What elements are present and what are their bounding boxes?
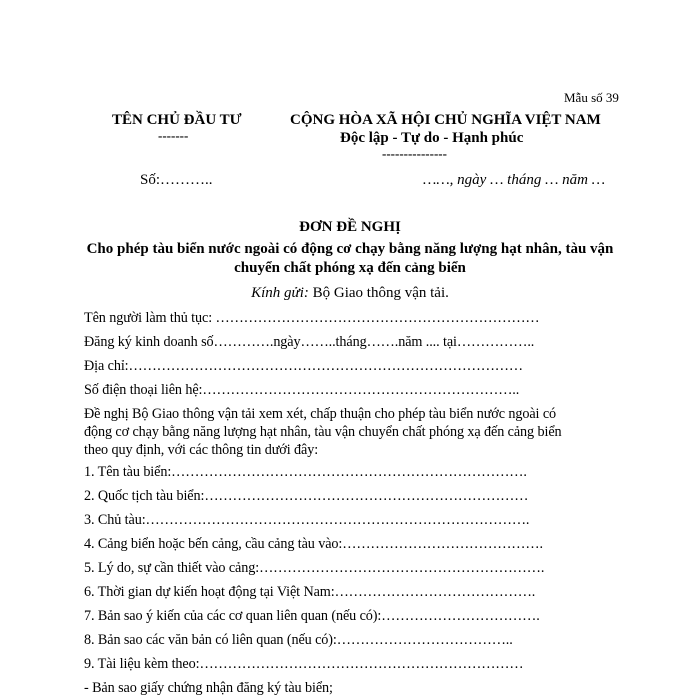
item-reason: 5. Lý do, sự cần thiết vào cảng:……………………………………………………. <box>84 560 545 576</box>
address-field: Địa chỉ:………………………………………………………………………… <box>84 358 523 374</box>
national-title: CỘNG HÒA XÃ HỘI CHỦ NGHĨA VIỆT NAM <box>290 112 601 128</box>
request-line-2: động cơ chạy bằng năng lượng hạt nhân, tàu vận chuyển chất phóng xạ đến cảng biển <box>84 424 562 440</box>
item-operating-time: 6. Thời gian dự kiến hoạt động tại Việt Nam:……………………………………. <box>84 584 536 600</box>
document-subtitle <box>0 241 700 277</box>
left-header-rule: ------- <box>158 128 189 143</box>
right-header-rule: --------------- <box>382 146 447 161</box>
addressee-name: Bộ Giao thông vận tải. <box>308 285 449 301</box>
request-line-3: theo quy định, với các thông tin dưới đây: <box>84 442 319 458</box>
item-attachments: 9. Tài liệu kèm theo:…………………………………………………………… <box>84 656 524 672</box>
item-ship-name: 1. Tên tàu biển:…………………………………………………………………. <box>84 464 527 480</box>
item-registration-copy: - Bản sao giấy chứng nhận đăng ký tàu biển; <box>84 680 333 696</box>
applicant-field: Tên người làm thủ tục: …………………………………………………………… <box>84 310 540 326</box>
date-line: ……, ngày … tháng … năm … <box>423 172 606 188</box>
addressee-label: Kính gửi: <box>251 285 309 301</box>
document-number-label: Số:……….. <box>140 172 213 188</box>
item-agency-opinions: 7. Bản sao ý kiến của các cơ quan liên quan (nếu có):……………………………. <box>84 608 540 624</box>
document-title <box>0 219 700 236</box>
document-subtitle-line-2: chuyển chất phóng xạ đến cảng biển <box>234 260 466 276</box>
business-registration-field: Đăng ký kinh doanh số………….ngày……..tháng…….năm .... tại…………….. <box>84 334 535 350</box>
item-ship-flag: 2. Quốc tịch tàu biển:…………………………………………………………… <box>84 488 529 504</box>
form-number: Mẫu số 39 <box>564 90 619 105</box>
phone-field: Số điện thoại liên hệ:………………………………………………………….. <box>84 382 520 398</box>
request-line-1: Đề nghị Bộ Giao thông vận tải xem xét, chấp thuận cho phép tàu biển nước ngoài có <box>84 406 557 422</box>
item-related-documents: 8. Bản sao các văn bản có liên quan (nếu có):……………………………….. <box>84 632 513 648</box>
document-title-text: ĐƠN ĐỀ NGHỊ <box>299 219 401 235</box>
investor-name-heading: TÊN CHỦ ĐẦU TƯ <box>112 112 242 128</box>
item-port: 4. Cảng biển hoặc bến cảng, cầu cảng tàu vào:……………………………………. <box>84 536 543 552</box>
national-motto: Độc lập - Tự do - Hạnh phúc <box>340 130 524 146</box>
item-ship-owner: 3. Chủ tàu:………………………………………………………………………. <box>84 512 530 528</box>
document-subtitle-line-1: Cho phép tàu biển nước ngoài có động cơ chạy bằng năng lượng hạt nhân, tàu vận <box>86 241 614 257</box>
addressee-line <box>0 285 700 302</box>
